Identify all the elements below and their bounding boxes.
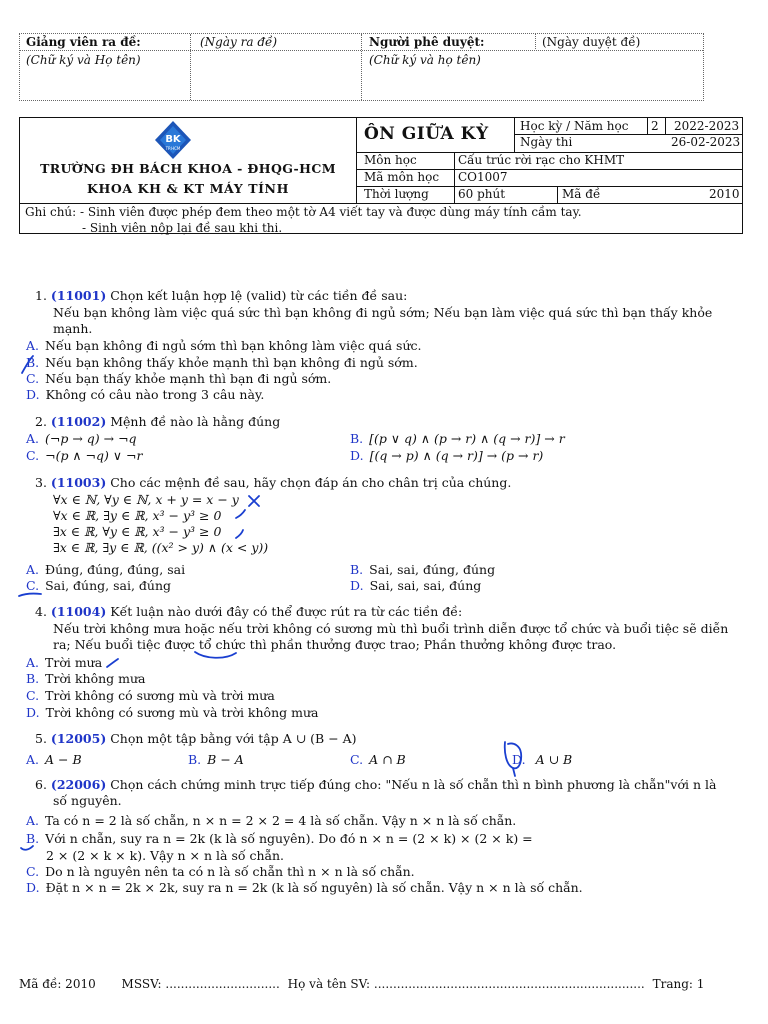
question-text: Chọn cách chứng minh trực tiếp đúng cho: "Nếu n là số chẵn thì n bình phương là chẵn"với n là <box>110 777 717 792</box>
q3-option-a[interactable]: A. Đúng, đúng, đúng, sai <box>26 562 186 577</box>
question-text: Chọn một tập bằng với tập A ∪ (B − A) <box>110 731 357 746</box>
q3-statement-1: ∀x ∈ ℕ, ∀y ∈ ℕ, x + y = x − y <box>53 492 239 507</box>
q3-statement-4: ∃x ∈ ℝ, ∃y ∈ ℝ, ((x² > y) ∧ (x < y)) <box>53 540 269 555</box>
q5-option-b[interactable]: B. B − A <box>188 752 244 767</box>
question-4-line-3: ra; Nếu buổi tiệc được tổ chức thì phần thưởng được trao; Phần thưởng không được trao. <box>53 637 617 652</box>
q1-option-b[interactable]: B. Nếu bạn không thấy khỏe mạnh thì bạn không đi ngủ sớm. <box>26 355 418 370</box>
approver-label: Người phê duyệt: <box>369 35 485 49</box>
q5-option-d[interactable]: D. A ∪ B <box>512 752 573 767</box>
q2-option-b[interactable]: B. [(p ∨ q) ∧ (p → r) ∧ (q → r)] → r <box>350 431 565 446</box>
q4-option-a[interactable]: A. Trời mưa <box>26 655 103 670</box>
question-6-line-2: số nguyên. <box>53 793 122 808</box>
q3-option-b[interactable]: B. Sai, sai, đúng, đúng <box>350 562 496 577</box>
exam-code-value: 2010 <box>709 187 740 201</box>
q4-option-b[interactable]: B. Trời không mưa <box>26 671 146 686</box>
year-value: 2022-2023 <box>674 119 740 133</box>
pen-mark-q4-underline <box>195 652 236 658</box>
question-id: (11002) <box>50 414 107 429</box>
lecturer-signature: (Chữ ký và Họ tên) <box>26 53 141 67</box>
exam-code-label: Mã đề <box>562 187 601 201</box>
pen-mark-q3-s1 <box>249 496 259 506</box>
q1-option-a[interactable]: A. Nếu bạn không đi ngủ sớm thì bạn không làm việc quá sức. <box>26 338 422 353</box>
footer-student-name: Họ và tên SV: ....................................................................... <box>287 977 645 991</box>
q3-statement-3: ∃x ∈ ℝ, ∀y ∈ ℝ, x³ − y³ ≥ 0 <box>53 524 222 539</box>
lecturer-label: Giảng viên ra đề: <box>26 35 141 49</box>
question-id: (12005) <box>50 731 107 746</box>
course-code-value: CO1007 <box>458 170 508 184</box>
q4-option-c[interactable]: C. Trời không có sương mù và trời mưa <box>26 688 275 703</box>
question-text: Cho các mệnh đề sau, hãy chọn đáp án cho chân trị của chúng. <box>110 475 512 490</box>
subject-label: Môn học <box>364 153 417 167</box>
logo-text: BK <box>165 134 181 145</box>
q6-option-c[interactable]: C. Do n là nguyên nên ta có n là số chẵn thì n × n là số chẵn. <box>26 864 415 879</box>
pen-mark-q6-b <box>21 846 33 850</box>
subject-value: Cấu trúc rời rạc cho KHMT <box>458 153 625 167</box>
exam-date-label: Ngày thi <box>520 135 573 149</box>
pen-mark-q3-s3 <box>236 530 243 538</box>
semester-label: Học kỳ / Năm học <box>520 119 629 133</box>
q6-option-d[interactable]: D. Đặt n × n = 2k × 2k, suy ra n = 2k (k là số nguyên) là số chẵn. Vậy n × n là số chẵn. <box>26 880 583 895</box>
logo-subtext: TP.HCM <box>165 146 181 151</box>
pen-mark-q3-s2 <box>236 510 245 518</box>
q4-option-d[interactable]: D. Trời không có sương mù và trời không mưa <box>26 705 319 720</box>
question-text: Kết luận nào dưới đây có thể được rút ra từ các tiền đề: <box>110 604 463 619</box>
question-1-line-2: Nếu bạn không làm việc quá sức thì bạn không đi ngủ sớm; Nếu bạn làm việc quá sức thì bạn thấy khỏe <box>53 305 713 320</box>
q6-option-b[interactable]: B. Với n chẵn, suy ra n = 2k (k là số nguyên). Do đó n × n = (2 × k) × (2 × k) = <box>26 831 533 846</box>
school-name: TRƯỜNG ĐH BÁCH KHOA - ĐHQG-HCM <box>40 161 336 176</box>
q1-option-d[interactable]: D. Không có câu nào trong 3 câu này. <box>26 387 265 402</box>
duration-value: 60 phút <box>458 187 506 201</box>
approver-signature: (Chữ ký và họ tên) <box>369 53 481 67</box>
q3-statement-2: ∀x ∈ ℝ, ∃y ∈ ℝ, x³ − y³ ≥ 0 <box>53 508 222 523</box>
q6-option-b-continued: 2 × (2 × k × k). Vậy n × n là số chẵn. <box>46 848 285 863</box>
q5-option-a[interactable]: A. A − B <box>26 752 82 767</box>
q2-option-a[interactable]: A. (¬p → q) → ¬q <box>26 431 137 446</box>
question-text: Chọn kết luận hợp lệ (valid) từ các tiền đề sau: <box>110 288 408 303</box>
pen-mark-q1-b <box>22 356 33 373</box>
footer-student-id: MSSV: .............................. <box>121 977 280 991</box>
question-id: (11004) <box>50 604 107 619</box>
exam-title: ÔN GIỮA KỲ <box>364 124 489 144</box>
q3-option-d[interactable]: D. Sai, sai, sai, đúng <box>350 578 482 593</box>
pen-mark-q4-a <box>107 659 118 667</box>
course-code-label: Mã môn học <box>364 170 440 184</box>
footer-exam-code: Mã đề: 2010 <box>19 977 96 991</box>
footer-page-number: Trang: 1 <box>652 977 705 991</box>
question-id: (11003) <box>50 475 107 490</box>
q5-option-c[interactable]: C. A ∩ B <box>350 752 406 767</box>
question-number: 3. <box>35 475 47 490</box>
q1-option-c[interactable]: C. Nếu bạn thấy khỏe mạnh thì bạn đi ngủ sớm. <box>26 371 332 386</box>
question-id: (22006) <box>50 777 107 792</box>
lecturer-date: (Ngày ra đề) <box>200 35 278 49</box>
question-number: 6. <box>35 777 47 792</box>
note-line-2: - Sinh viên nộp lại đề sau khi thi. <box>82 221 283 235</box>
question-number: 5. <box>35 731 47 746</box>
pen-mark-q3-c <box>19 594 41 596</box>
q3-option-c[interactable]: C. Sai, đúng, sai, đúng <box>26 578 172 593</box>
question-text: Mệnh đề nào là hằng đúng <box>110 414 281 429</box>
question-number: 1. <box>35 288 47 303</box>
q2-option-d[interactable]: D. [(q → p) ∧ (q → r)] → (p → r) <box>350 448 544 463</box>
question-number: 4. <box>35 604 47 619</box>
question-4-line-2: Nếu trời không mưa hoặc nếu trời không có sương mù thì buổi trình diễn được tổ chức và buổi tiệc sẽ diễn <box>53 621 729 636</box>
faculty-name: KHOA KH & KT MÁY TÍNH <box>87 181 289 196</box>
exam-date-value: 26-02-2023 <box>671 135 741 149</box>
pen-circle-q5-d <box>505 742 521 768</box>
question-id: (11001) <box>50 288 107 303</box>
q2-option-c[interactable]: C. ¬(p ∧ ¬q) ∨ ¬r <box>26 448 143 463</box>
note-line-1: Ghi chú: - Sinh viên được phép đem theo một tờ A4 viết tay và được dùng máy tính cầm tay. <box>25 205 582 219</box>
question-number: 2. <box>35 414 47 429</box>
duration-label: Thời lượng <box>364 187 429 201</box>
page-footer <box>19 977 714 991</box>
q6-option-a[interactable]: A. Ta có n = 2 là số chẵn, n × n = 2 × 2 = 4 là số chẵn. Vậy n × n là số chẵn. <box>26 813 517 828</box>
question-1-line-3: mạnh. <box>53 321 93 336</box>
semester-value: 2 <box>651 119 659 133</box>
approver-date: (Ngày duyệt đề) <box>542 35 641 49</box>
